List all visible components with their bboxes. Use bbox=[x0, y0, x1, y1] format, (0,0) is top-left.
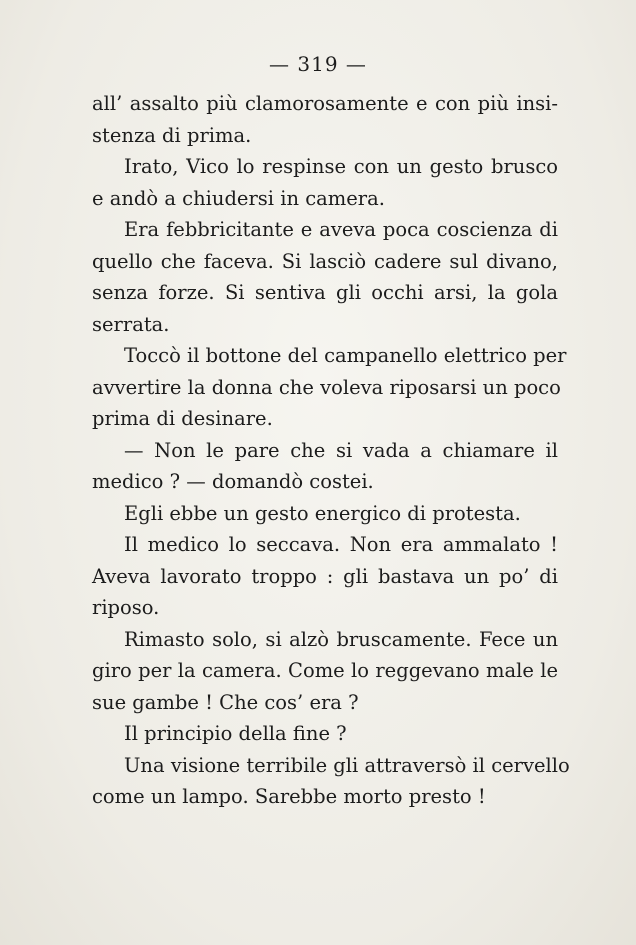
text-line: — Non le pare che si vada a chiamare il bbox=[124, 438, 558, 462]
text-line: Aveva lavorato troppo : gli bastava un po’ di bbox=[92, 564, 558, 588]
page-number: — 319 — bbox=[269, 52, 367, 76]
text-line: sue gambe ! Che cos’ era ? bbox=[92, 690, 359, 714]
text-line: Irato, Vico lo respinse con un gesto brusco bbox=[124, 155, 558, 178]
text-line: giro per la camera. Come lo reggevano male le bbox=[92, 659, 558, 682]
text-line: Una visione terribile gli attraversò il cervello bbox=[124, 753, 570, 777]
text-line: Toccò il bottone del campanello elettrico per bbox=[124, 344, 567, 367]
text-line: e andò a chiudersi in camera. bbox=[92, 186, 385, 210]
text-line: quello che faceva. Si lasciò cadere sul divano, bbox=[92, 249, 558, 273]
text-line: Era febbricitante e aveva poca coscienza di bbox=[124, 218, 558, 241]
text-line: Il principio della fine ? bbox=[124, 722, 347, 745]
text-line: Il medico lo seccava. Non era ammalato ! bbox=[124, 533, 558, 556]
text-line: medico ? — domandò costei. bbox=[92, 470, 374, 493]
text-line: serrata. bbox=[92, 312, 170, 336]
text-line: Egli ebbe un gesto energico di protesta. bbox=[124, 501, 521, 525]
text-line: avvertire la donna che voleva riposarsi un poco bbox=[92, 375, 561, 399]
text-line: Rimasto solo, si alzò bruscamente. Fece un bbox=[124, 627, 558, 651]
text-line: come un lampo. Sarebbe morto presto ! bbox=[92, 785, 486, 808]
text-line: prima di desinare. bbox=[92, 407, 273, 430]
text-line: all’ assalto più clamorosamente e con più insi- bbox=[92, 92, 558, 115]
text-line: stenza di prima. bbox=[92, 123, 252, 147]
body-text bbox=[92, 88, 570, 813]
text-line: senza forze. Si sentiva gli occhi arsi, la gola bbox=[92, 281, 558, 304]
text-line: riposo. bbox=[92, 596, 160, 619]
